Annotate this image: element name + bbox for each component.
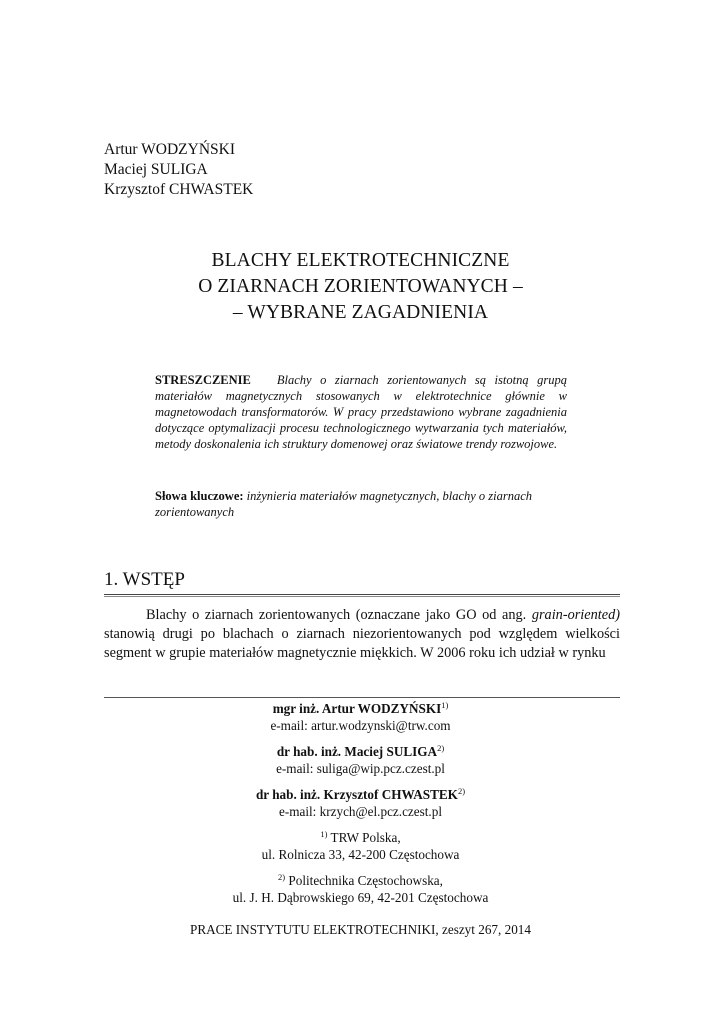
author-name: Maciej SULIGA [104,161,208,178]
footnote-marker: 2) [278,872,286,882]
section-heading: 1. WSTĘP [104,569,185,590]
section-divider [104,594,620,595]
intro-text: Blachy o ziarnach zorientowanych (oznaczane jako GO od ang. [146,607,532,623]
affiliation-block [0,829,721,863]
contact-name: dr hab. inż. Maciej SULIGA [276,744,438,759]
footnote-marker: 1) [320,829,328,839]
contact-name: mgr inż. Artur WODZYŃSKI [272,701,442,716]
contact-email: e-mail: krzych@el.pcz.czest.pl [279,804,442,819]
footnote-marker: 1) [441,700,449,710]
title-line: O ZIARNACH ZORIENTOWANYCH – [198,276,523,297]
intro-text: stanowią drugi po blachach o ziarnach niezorientowanych pod względem wielkości segment w grupie materiałów magnetycznie miękkich. W 2006 roku ich udział w rynku [104,626,620,661]
contact-email: e-mail: suliga@wip.pcz.czest.pl [276,761,445,776]
paper-title [0,248,721,326]
keywords-text: inżynieria materiałów magnetycznych, blachy o ziarnach zorientowanych [155,489,533,519]
author-footnotes [0,700,721,915]
abstract-label: STRESZCZENIE [155,373,251,387]
footnote-marker: 2) [437,743,445,753]
affiliation-address: ul. Rolnicza 33, 42-200 Częstochowa [261,847,460,862]
intro-italic-term: grain-oriented) [531,607,620,623]
affiliation-name: Politechnika Częstochowska, [288,873,443,888]
keywords-label: Słowa kluczowe: [155,489,244,503]
affiliation-name: TRW Polska, [330,830,401,845]
title-line: – WYBRANE ZAGADNIENIA [232,302,489,323]
contact-block [0,743,721,777]
journal-citation: PRACE INSTYTUTU ELEKTROTECHNIKI, zeszyt 267, 2014 [189,922,531,937]
abstract-text: Blachy o ziarnach zorientowanych są istotną grupą materiałów magnetycznych stosowanych w elektrotechnice głównie w magnetowodach transformatorów. W pracy przedstawiono wybrane zagadnienia dotyczące optymalizacji procesu technologicznego wytwarzania tych materiałów, metody doskonalenia ich struktury domenowej oraz światowe trendy rozwojowe. [155,373,567,451]
contact-name: dr hab. inż. Krzysztof CHWASTEK [255,787,458,802]
author-name: Krzysztof CHWASTEK [104,181,254,198]
abstract [155,373,567,453]
author-list [104,140,253,200]
footnote-divider [104,697,620,698]
footnote-marker: 2) [457,786,466,796]
contact-block [0,786,721,820]
author-name: Artur WODZYŃSKI [104,141,236,158]
contact-block [0,700,721,734]
intro-paragraph [104,606,620,663]
keywords [155,488,567,520]
contact-email: e-mail: artur.wodzynski@trw.com [270,718,451,733]
title-line: BLACHY ELEKTROTECHNICZNE [211,250,510,271]
section-divider [104,596,620,597]
affiliation-block [0,872,721,906]
affiliation-address: ul. J. H. Dąbrowskiego 69, 42-201 Częstochowa [232,890,489,905]
